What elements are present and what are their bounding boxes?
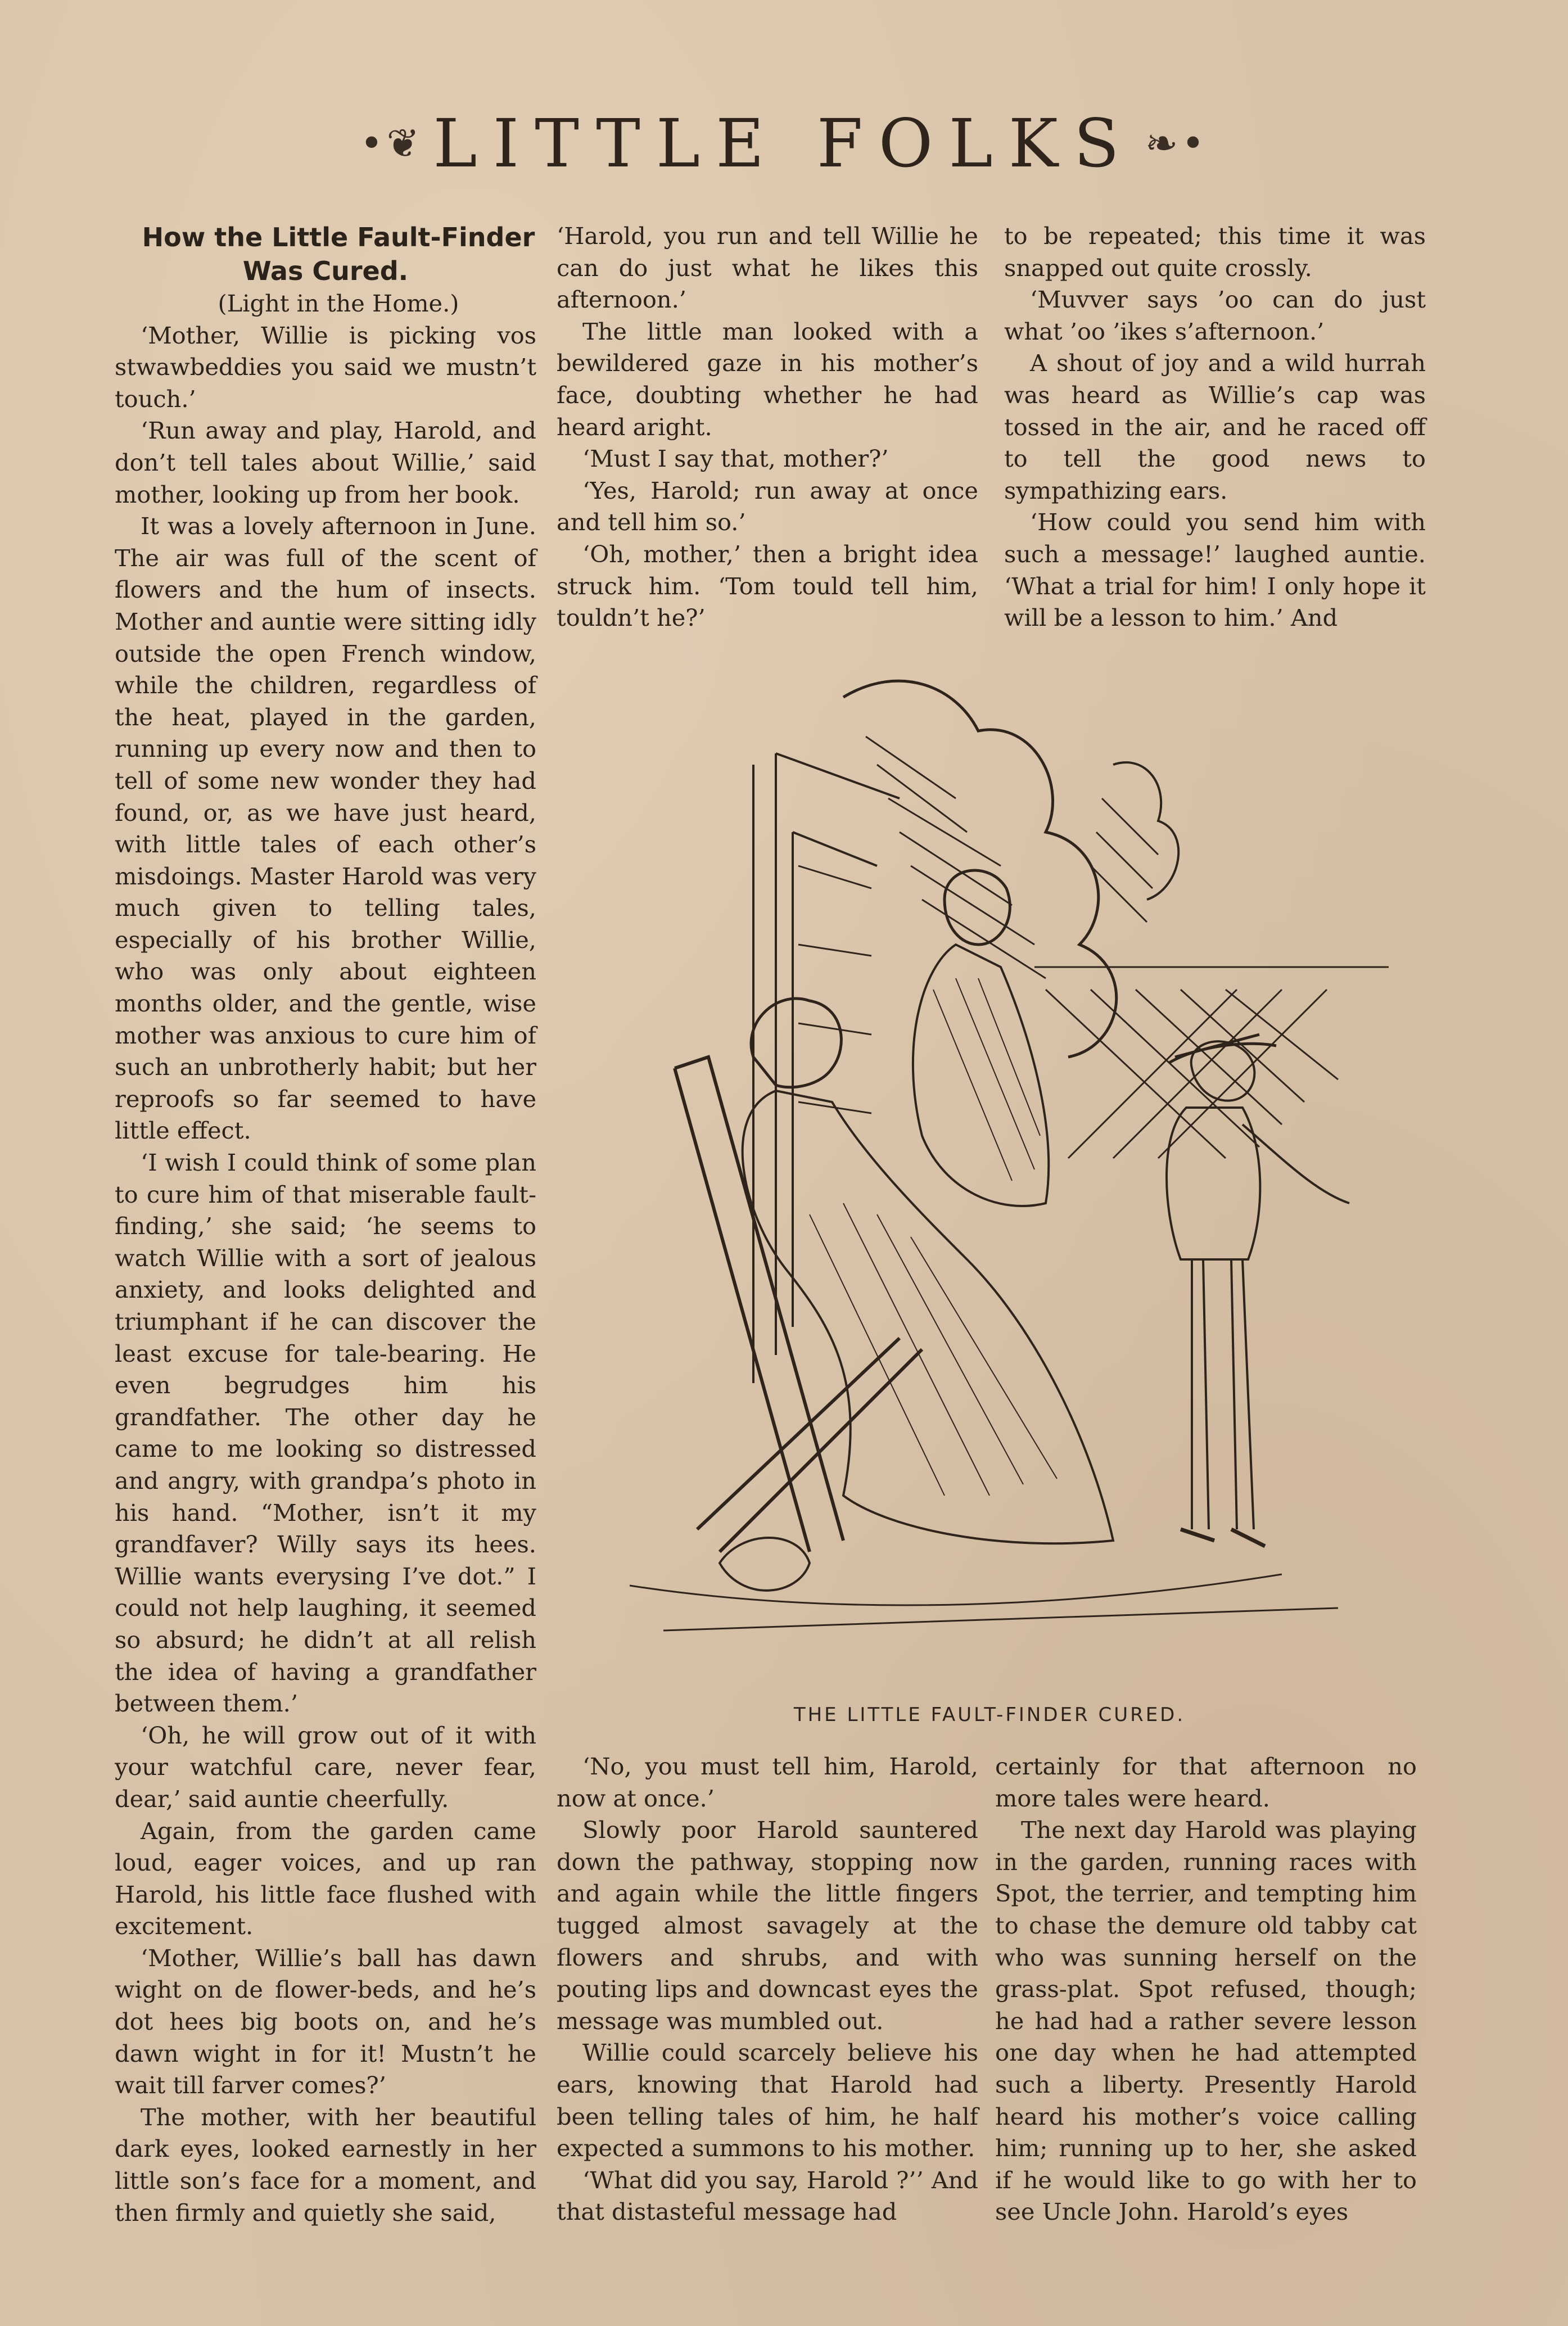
paragraph: Slowly poor Harold sauntered down the pathway, stopping now and again while the little fingers tugged almost savagely at the flowers and shrubs, and with pouting lips and downcast eyes the message was mumbled out. xyxy=(557,1816,978,2035)
paragraph: to be repeated; this time it was snapped out quite crossly. xyxy=(1004,222,1426,282)
paragraph: ‘Muvver says ’oo can do just what ’oo ’ikes s’afternoon.’ xyxy=(1004,286,1426,345)
paragraph: certainly for that afternoon no more tales were heard. xyxy=(995,1753,1417,1812)
story-source: (Light in the Home.) xyxy=(218,290,459,317)
right-ornament-icon: ❧• xyxy=(1145,120,1208,166)
column-2-bottom xyxy=(557,1751,978,2228)
masthead xyxy=(0,96,1568,191)
paragraph: The little man looked with a bewildered gaze in his mother’s face, doubting whether he had heard aright. xyxy=(557,317,978,441)
paragraph: ‘Mother, Willie is picking vos stwawbeddies you said we mustn’t touch.’ xyxy=(115,321,536,413)
column-3-bottom xyxy=(995,1751,1417,2228)
paragraph: ‘Harold, you run and tell Willie he can do just what he likes this afternoon.’ xyxy=(557,222,978,314)
engraving-illustration xyxy=(607,652,1406,1664)
paragraph: ‘What did you say, Harold ?’’ And that distasteful message had xyxy=(557,2166,978,2226)
paragraph: ‘How could you send him with such a message!’ laughed auntie. ‘What a trial for him! I only hope it will be a lesson to him.’ And xyxy=(1004,508,1426,632)
paragraph: ‘No, you must tell him, Harold, now at once.’ xyxy=(557,1753,978,1812)
illustration-caption: THE LITTLE FAULT-FINDER CURED. xyxy=(793,1704,1186,1726)
story-title: How the Little Fault-Finder Was Cured. xyxy=(142,222,535,286)
paragraph: It was a lovely afternoon in June. The air was full of the scent of flowers and the hum of insects. Mother and auntie were sitting idly outside the open French window, while the children, regardless of the heat, played in the garden, running up every now and then to tell of some new wonder they had found, or, as we have just heard, with little tales of each other’s misdoings. Master Harold was very much given to telling tales, especially of his brother Willie, who was only about eighteen months older, and the gentle, wise mother was anxious to cure him of such an unbrotherly habit; but her reproofs so far seemed to have little effect. xyxy=(115,512,536,1145)
paragraph: ‘Yes, Harold; run away at once and tell him so.’ xyxy=(557,476,978,536)
column-1 xyxy=(115,220,536,2229)
paragraph: The next day Harold was playing in the garden, running races with Spot, the terrier, and tempting him to chase the demure old tabby cat who was sunning herself on the grass-plat. Spot refused, though; he had had a rather severe lesson one day when he had attempted such a liberty. Presently Harold heard his mother’s voice calling him; running up to her, she asked if he would like to go with her to see Uncle John. Harold’s eyes xyxy=(995,1816,1417,2226)
column-3-top xyxy=(1004,220,1426,634)
paragraph: ‘Oh, he will grow out of it with your watchful care, never fear, dear,’ said auntie cheerfully. xyxy=(115,1721,536,1813)
section-title: LITTLE FOLKS xyxy=(433,105,1135,182)
paragraph: Again, from the garden came loud, eager voices, and up ran Harold, his little face flushed with excitement. xyxy=(115,1817,536,1940)
paragraph: ‘Oh, mother,’ then a bright idea struck him. ‘Tom tould tell him, touldn’t he?’ xyxy=(557,540,978,632)
column-2-top xyxy=(557,220,978,634)
paragraph: ‘Mother, Willie’s ball has dawn wight on de flower-beds, and he’s dot hees big boots on, and he’s dawn wight in for it! Mustn’t he wait till farver comes?’ xyxy=(115,1944,536,2099)
paragraph: A shout of joy and a wild hurrah was heard as Willie’s cap was tossed in the air, and he raced off to tell the good news to sympathizing ears. xyxy=(1004,349,1426,504)
paragraph: The mother, with her beautiful dark eyes, looked earnestly in her little son’s face for a moment, and then firmly and quietly she said, xyxy=(115,2103,536,2226)
paragraph: ‘Must I say that, mother?’ xyxy=(582,445,889,473)
paragraph: ‘Run away and play, Harold, and don’t tell tales about Willie,’ said mother, looking up from her book. xyxy=(115,417,536,508)
paragraph: ‘I wish I could think of some plan to cure him of that miserable fault-finding,’ she said; ‘he seems to watch Willie with a sort of jealous anxiety, and looks delighted and triumphant if he can discover the least excuse for tale-bearing. He even begrudges him his grandfather. The other day he came to me looking so distressed and angry, with grandpa’s photo in his hand. “Mother, isn’t it my grandfaver? Willy says its hees. Willie wants everysing I’ve dot.” I could not help laughing, it seemed so absurd; he didn’t at all relish the idea of having a grandfather between them.’ xyxy=(115,1149,536,1718)
paragraph: Willie could scarcely believe his ears, knowing that Harold had been telling tales of him, he half expected a summons to his mother. xyxy=(557,2039,978,2162)
left-ornament-icon: •❦ xyxy=(360,120,423,166)
